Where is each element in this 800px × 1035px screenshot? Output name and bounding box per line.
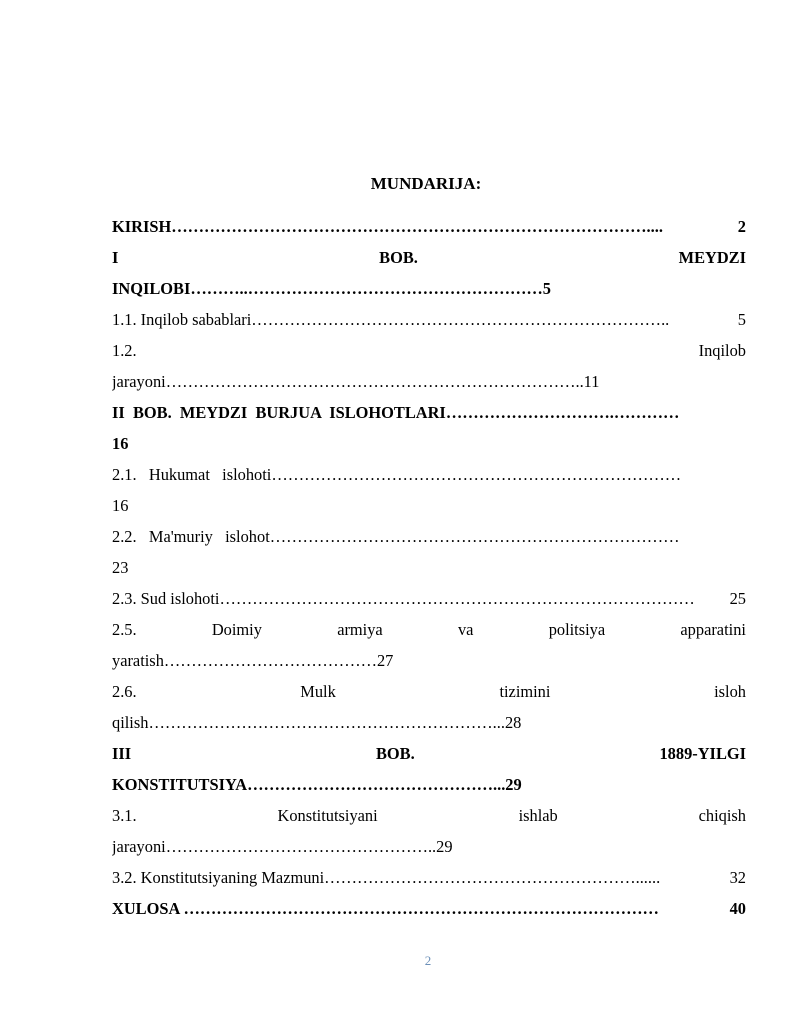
toc-entry-1-2-cont[interactable] bbox=[112, 366, 746, 397]
toc-word: chiqish bbox=[698, 806, 746, 825]
toc-page-number: 25 bbox=[729, 589, 746, 608]
toc-entry-3-1[interactable] bbox=[112, 800, 746, 831]
toc-page-number: 23 bbox=[112, 558, 129, 577]
page-title: MUNDARIJA: bbox=[370, 174, 482, 193]
toc-word: 1889-YILGI bbox=[659, 744, 746, 763]
toc-leader-dots: ………………………………………….. bbox=[165, 837, 437, 856]
toc-word: tizimini bbox=[499, 682, 551, 701]
toc-word: 1.2. bbox=[112, 341, 137, 360]
toc-page-number: 16 bbox=[112, 434, 129, 453]
toc-leader-dots: …………………………………………………………………………… bbox=[183, 899, 659, 918]
toc-page-number: 28 bbox=[504, 713, 522, 732]
toc-entry-text: jarayoni bbox=[112, 837, 166, 856]
toc-entry-text: 3.2. Konstitutsiyaning Mazmuni bbox=[112, 868, 325, 887]
toc-entry-text: II BOB. MEYDZI BURJUA ISLOHOTLARI bbox=[112, 403, 446, 422]
toc-entry-text: 2.3. Sud islohoti bbox=[112, 589, 220, 608]
toc-leader-dots: ………………………………………………………………….. bbox=[251, 310, 670, 329]
toc-entry-2-5[interactable] bbox=[112, 614, 746, 645]
toc-page-number: 5 bbox=[737, 310, 746, 329]
toc-word: apparatini bbox=[680, 620, 746, 639]
toc-entry-2-2[interactable] bbox=[112, 521, 746, 552]
toc-leader-dots: ………………………….………… bbox=[445, 403, 680, 422]
toc-page-number: 2 bbox=[737, 217, 746, 236]
toc-page-number: 40 bbox=[729, 899, 746, 918]
toc-entry-text: KONSTITUTSIYA bbox=[112, 775, 248, 794]
toc-leader-dots: …………………………………………………………………………….... bbox=[171, 217, 663, 236]
toc-word: I bbox=[112, 248, 119, 267]
toc-entry-text: INQILOBI bbox=[112, 279, 191, 298]
toc-entry-chapter-1-cont[interactable] bbox=[112, 273, 746, 304]
toc-word: Konstitutsiyani bbox=[277, 806, 378, 825]
toc-entry-text: XULOSA bbox=[112, 899, 184, 918]
page-number: 2 bbox=[424, 953, 432, 968]
toc-page-number: 16 bbox=[112, 496, 129, 515]
toc-leader-dots: ………………………………………………………………….. bbox=[165, 372, 584, 391]
toc-word: politsiya bbox=[548, 620, 606, 639]
toc-leader-dots: ………..……………………………………………… bbox=[190, 279, 543, 298]
toc-entry-chapter-2-cont[interactable] bbox=[112, 428, 746, 459]
toc-entry-chapter-3[interactable] bbox=[112, 738, 746, 769]
toc-entry-xulosa[interactable] bbox=[112, 893, 746, 924]
toc-entry-chapter-1[interactable] bbox=[112, 242, 746, 273]
toc-entry-text: jarayoni bbox=[112, 372, 166, 391]
toc-entry-3-1-cont[interactable] bbox=[112, 831, 746, 862]
toc-word: Doimiy bbox=[211, 620, 262, 639]
toc-page-number: 29 bbox=[505, 775, 522, 794]
toc-word: MEYDZI bbox=[678, 248, 746, 267]
toc-entry-text: KIRISH bbox=[112, 217, 172, 236]
toc-page-number: 32 bbox=[729, 868, 746, 887]
toc-leader-dots: ………………………………………... bbox=[247, 775, 506, 794]
toc-word: 2.5. bbox=[112, 620, 137, 639]
toc-entry-text: 1.1. Inqilob sabablari bbox=[112, 310, 252, 329]
toc-entry-3-2[interactable] bbox=[112, 862, 746, 893]
toc-leader-dots: ………………………………………………………………… bbox=[271, 465, 682, 484]
toc-word: Mulk bbox=[300, 682, 336, 701]
toc-word: BOB. bbox=[379, 248, 418, 267]
toc-word: armiya bbox=[337, 620, 383, 639]
toc-entry-kirish[interactable] bbox=[112, 211, 746, 242]
toc-word: va bbox=[457, 620, 474, 639]
toc-word: Inqilob bbox=[698, 341, 746, 360]
toc-entry-2-3[interactable] bbox=[112, 583, 746, 614]
toc-leader-dots: ………………………………………………………... bbox=[148, 713, 505, 732]
toc-word: isloh bbox=[714, 682, 746, 701]
toc-page-number: 29 bbox=[436, 837, 453, 856]
toc-entry-2-2-cont[interactable] bbox=[112, 552, 746, 583]
table-of-contents bbox=[112, 211, 746, 924]
toc-page-number: 27 bbox=[376, 651, 394, 670]
toc-entry-2-6[interactable] bbox=[112, 676, 746, 707]
toc-page-number: 5 bbox=[542, 279, 551, 298]
toc-entry-chapter-2[interactable] bbox=[112, 397, 746, 428]
toc-entry-1-1[interactable] bbox=[112, 304, 746, 335]
toc-leader-dots: ………………………………… bbox=[163, 651, 377, 670]
toc-page-number: 11 bbox=[583, 372, 600, 391]
toc-entry-chapter-3-cont[interactable] bbox=[112, 769, 746, 800]
toc-leader-dots: …………………………………………………………………………… bbox=[219, 589, 695, 608]
toc-word: 2.6. bbox=[112, 682, 137, 701]
toc-entry-text: qilish bbox=[112, 713, 149, 732]
toc-entry-2-1-cont[interactable] bbox=[112, 490, 746, 521]
toc-leader-dots: …………………………………………………...... bbox=[324, 868, 661, 887]
toc-entry-text: 2.2. Ma'muriy islohot bbox=[112, 527, 270, 546]
toc-word: III bbox=[112, 744, 132, 763]
toc-entry-2-6-cont[interactable] bbox=[112, 707, 746, 738]
toc-word: 3.1. bbox=[112, 806, 137, 825]
toc-leader-dots: ………………………………………………………………… bbox=[269, 527, 680, 546]
toc-entry-text: yaratish bbox=[112, 651, 164, 670]
toc-word: BOB. bbox=[375, 744, 415, 763]
toc-entry-2-5-cont[interactable] bbox=[112, 645, 746, 676]
toc-entry-text: 2.1. Hukumat islohoti bbox=[112, 465, 272, 484]
toc-word: ishlab bbox=[518, 806, 558, 825]
toc-entry-2-1[interactable] bbox=[112, 459, 746, 490]
toc-entry-1-2[interactable] bbox=[112, 335, 746, 366]
